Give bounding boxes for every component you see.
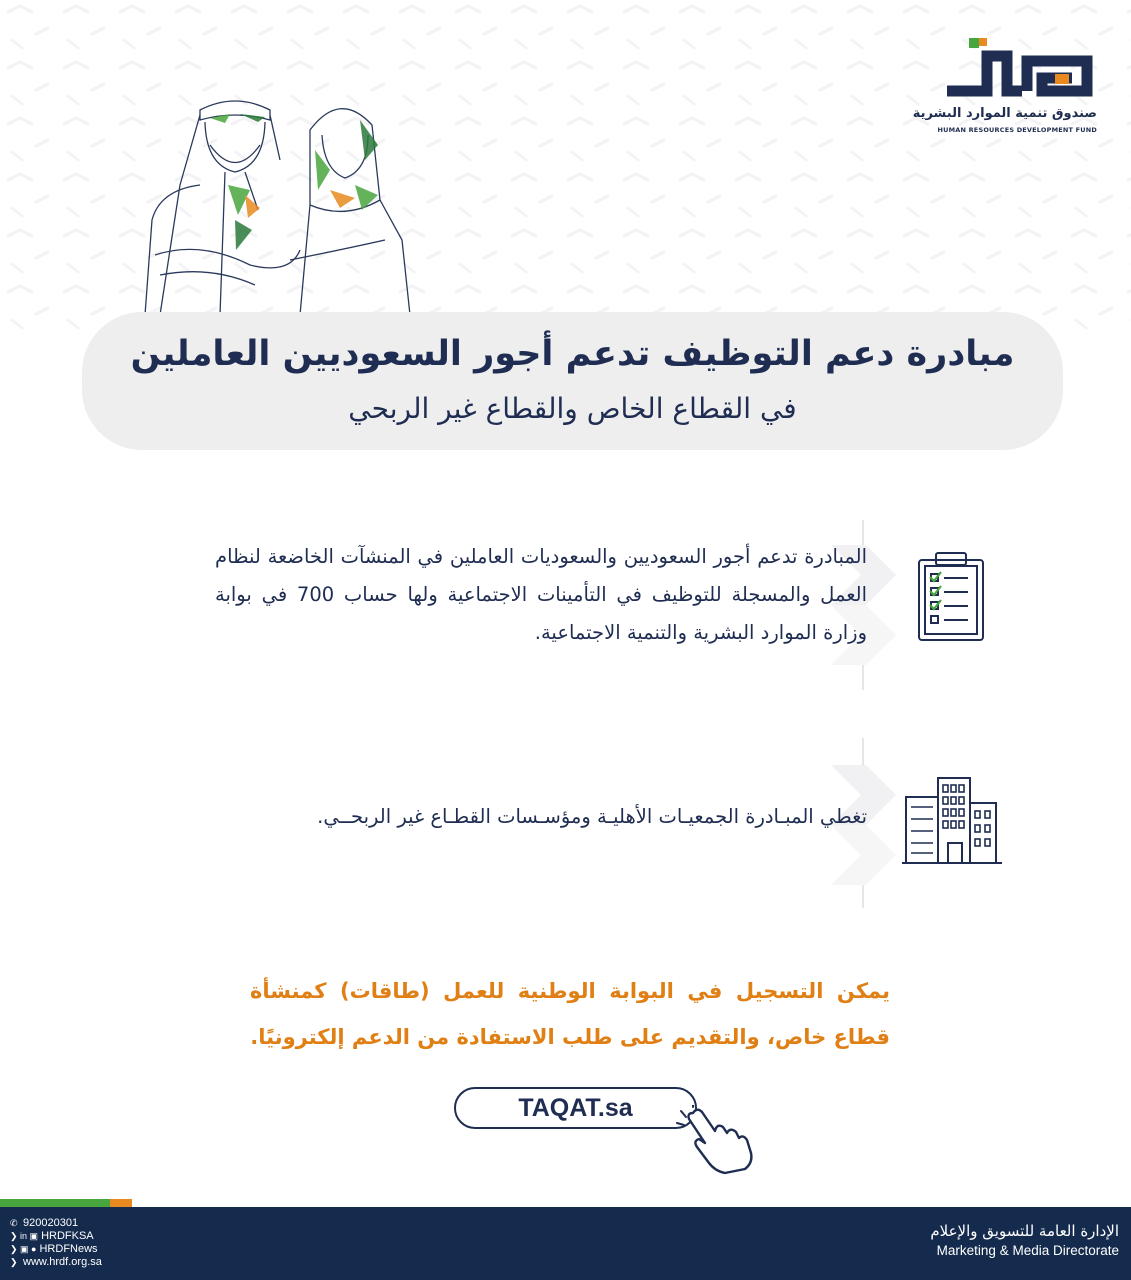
footer-orange-stripe <box>110 1199 132 1207</box>
taqat-link-button[interactable]: TAQAT.sa <box>454 1087 697 1129</box>
people-illustration <box>140 90 420 315</box>
social-icons: ❯ in ▣ <box>10 1231 39 1241</box>
contact-info <box>10 1217 102 1269</box>
pointer-hand-icon <box>675 1105 755 1175</box>
logo-arabic-name: صندوق تنمية الموارد البشرية <box>912 106 1097 121</box>
footer-green-stripe <box>0 1199 110 1207</box>
phone-icon: ✆ <box>10 1218 18 1228</box>
title-subtitle: في القطاع الخاص والقطاع غير الربحي <box>348 392 797 425</box>
social-handle-2[interactable]: HRDFNews <box>39 1243 98 1255</box>
website-link[interactable]: www.hrdf.org.sa <box>23 1256 102 1268</box>
directorate-label <box>930 1220 1119 1260</box>
registration-text: يمكن التسجيل في البوابة الوطنية للعمل (طاقات) كمنشأة قطاع خاص، والتقديم على طلب الاستفادة من الدعم إلكترونيًا. <box>250 979 890 1049</box>
phone-number[interactable]: 920020301 <box>23 1217 79 1229</box>
title-main: مبادرة دعم التوظيف تدعم أجور السعوديين العاملين <box>130 334 1015 374</box>
directorate-english: Marketing & Media Directorate <box>936 1243 1119 1258</box>
clipboard-checklist-icon <box>916 550 986 642</box>
logo-english-name: HUMAN RESOURCES DEVELOPMENT FUND <box>937 126 1097 134</box>
hrdf-logo <box>912 36 1097 138</box>
footer <box>0 1207 1131 1280</box>
point-text-1: المبادرة تدعم أجور السعوديين والسعوديات العاملين في المنشآت الخاضعة لنظام العمل والمسجلة للتوظيف في التأمينات الاجتماعية ولها حساب 700 في بوابة وزارة الموارد البشرية والتنمية الاجتماعية. <box>215 545 867 644</box>
social-handle-1[interactable]: HRDFKSA <box>41 1230 94 1242</box>
social-icons: ❯ ▣ ● <box>10 1244 37 1254</box>
title-banner <box>82 312 1063 450</box>
point-text-2: تغطي المبـادرة الجمعيـات الأهليـة ومؤسـسات القطـاع غير الربحــي. <box>317 805 867 828</box>
globe-icon: ❯ <box>10 1257 18 1267</box>
directorate-arabic: الإدارة العامة للتسويق والإعلام <box>930 1222 1119 1240</box>
buildings-icon <box>902 775 1002 865</box>
hrdf-logo-icon <box>947 36 1097 106</box>
